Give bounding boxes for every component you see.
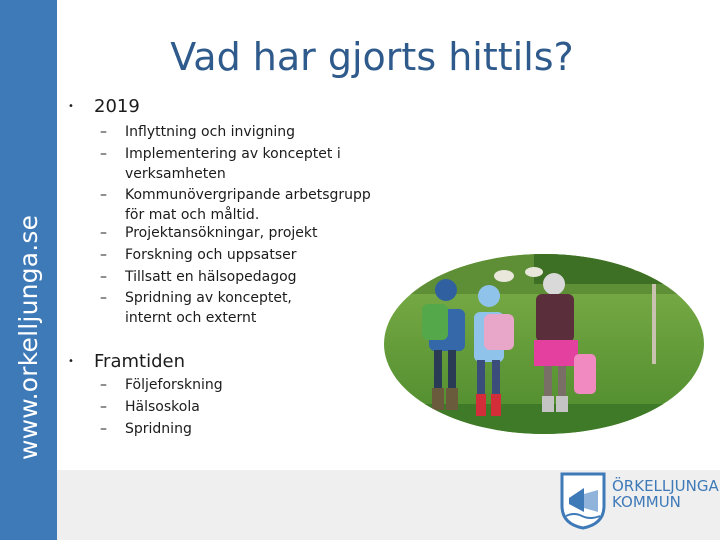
bullet-icon: • — [68, 356, 74, 367]
list-item: Tillsatt en hälsopedagog — [125, 269, 297, 285]
dash-icon: – — [100, 290, 107, 306]
dash-icon: – — [100, 247, 107, 263]
bullet-icon: • — [68, 101, 74, 112]
dash-icon: – — [100, 269, 107, 285]
dash-icon: – — [100, 146, 107, 162]
dash-icon: – — [100, 421, 107, 437]
list-item: Spridning — [125, 421, 192, 437]
children-meadow-photo — [384, 254, 704, 434]
list-item: Hälsoskola — [125, 399, 200, 415]
section-heading-framtiden: Framtiden — [94, 351, 185, 372]
list-item: Inflyttning och invigning — [125, 124, 295, 140]
slide-title: Vad har gjorts hittils? — [170, 35, 574, 79]
logo-name-line2: KOMMUN — [612, 493, 681, 511]
list-item: Implementering av konceptet i verksamheten — [125, 146, 341, 182]
logo-name-line1: ÖRKELLJUNGA — [612, 477, 719, 495]
list-item: Kommunövergripande arbetsgrupp för mat och måltid. — [125, 187, 371, 223]
dash-icon: – — [100, 124, 107, 140]
dash-icon: – — [100, 187, 107, 203]
dash-icon: – — [100, 377, 107, 393]
website-url: www.orkelljunga.se — [14, 214, 43, 460]
section-heading-2019: 2019 — [94, 96, 140, 117]
list-item: Spridning av konceptet, internt och externt — [125, 290, 292, 326]
municipality-emblem-icon — [560, 472, 606, 530]
list-item: Forskning och uppsatser — [125, 247, 297, 263]
list-item: Projektansökningar, projekt — [125, 225, 318, 241]
list-item: Följeforskning — [125, 377, 223, 393]
dash-icon: – — [100, 225, 107, 241]
sidebar — [0, 0, 57, 540]
municipality-logo — [560, 472, 719, 532]
dash-icon: – — [100, 399, 107, 415]
